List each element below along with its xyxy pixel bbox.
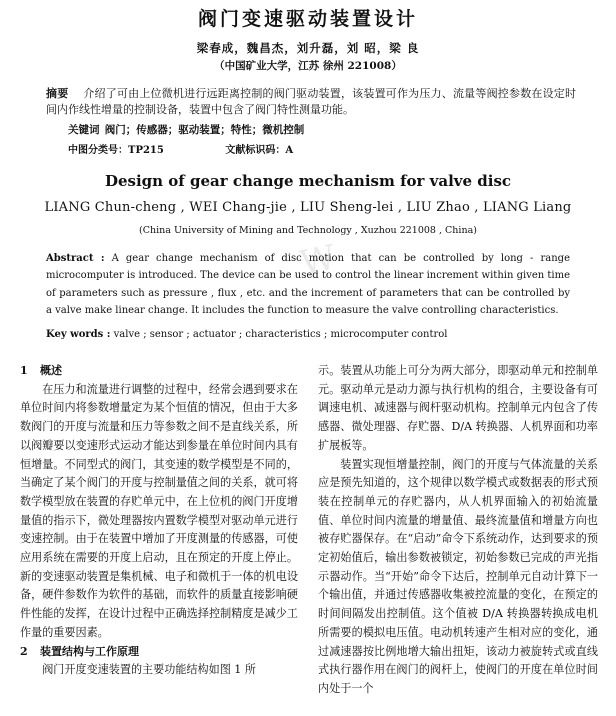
keywords-en-text: valve ; sensor ; actuator ; characteristics ; microcomputer control (110, 329, 448, 340)
keywords-cn-text: 阀门；传感器；驱动装置；特性；微机控制 (104, 124, 305, 136)
structure-paragraph-continued: 示。装置从功能上可分为两大部分，即驱动单元和控制单元。驱动单元是动力源与执行机构的组合，主要设备有可调速电机、减速器与阀杆驱动机构。控制单元内包含了传感器、微处理器、存贮器、D/A 转换器、人机界面和功率扩展板等。 (318, 364, 598, 452)
keywords-en (46, 329, 448, 340)
classification-line (68, 141, 293, 156)
abstract-en (46, 250, 570, 320)
section-number: 2 (20, 644, 28, 658)
section-number: 1 (20, 364, 28, 377)
abstract-cn-text: 介绍了可由上位微机进行远距离控制的阀门驱动装置，该装置可作为压力、流量等阀控参数在设定时间内作线性增量的控制设备，装置中包含了阀门特性测量功能。 (46, 87, 576, 116)
doc-code-label: 文献标识码： (225, 145, 286, 156)
keywords-cn (68, 122, 304, 137)
section-heading-overview (20, 362, 298, 381)
section-heading-structure (20, 643, 298, 662)
abstract-en-label: Abstract : (46, 253, 105, 264)
keywords-en-label: Key words : (46, 329, 111, 340)
abstract-cn-label: 摘要 (46, 87, 69, 100)
abstract-cn (46, 86, 576, 118)
section-title: 装置结构与工作原理 (40, 644, 139, 658)
authors-en: LIANG Chun-cheng , WEI Chang-jie , LIU Sheng-lei , LIU Zhao , LIANG Liang (44, 200, 572, 215)
svg-text:W: W (296, 237, 340, 284)
title-en: Design of gear change mechanism for valve disc (104, 172, 512, 190)
keywords-cn-label: 关键词 (68, 124, 100, 136)
abstract-en-text: A gear change mechanism of disc motion that can be controlled by long - range microcomputer is introduced. The device can be used to control the linear increment within given time of parameters such as pressure , flux , etc. and the increment of parameters that can be controlled by a valve make linear change. It includes the function to measure the valve controlling characteristics. (46, 253, 570, 317)
affiliation-cn: （中国矿业大学，江苏 徐州 221008） (214, 60, 402, 72)
affiliation-en: (China University of Mining and Technology , Xuzhou 221008 , China) (139, 225, 477, 236)
doc-code-value: A (285, 145, 294, 156)
overview-paragraph: 在压力和流量进行调整的过程中，经常会遇到要求在单位时间内将参数增量定为某个恒值的情况，但由于大多数阀门的开度与流量和压力等参数之间不是直线关系，所以阀瓣要以变速形式运动才能达到参量在单位时间内具有恒增量。不同型式的阀门，其变速的数学模型是不同的，当确定了某个阀门的开度与控制量值之间的关系，就可将数学模型放在装置的存贮单元中，在上位机的阀门开度增量值的指示下，微处理器按内置数学模型对驱动单元进行变速控制。由于在装置中增加了开度测量的传感器，可使应用系统在需要的开度上启动，且在预定的开度上停止。新的变速驱动装置是集机械、电子和微机于一体的机电设备，硬件参数作为软件的基础，而软件的质量直接影响硬件性能的发挥，在设计过程中正确选择控制精度是减少工作量的重要因素。 (20, 382, 298, 639)
clc-value: TP215 (128, 145, 164, 156)
structure-paragraph-start: 阀门开度变速装置的主要功能结构如图 1 所 (42, 663, 256, 677)
clc-label: 中图分类号： (68, 145, 128, 156)
body-column-left (20, 362, 298, 680)
title-cn: 阀门变速驱动装置设计 (197, 8, 418, 30)
authors-cn: 梁春成，魏昌杰，刘升磊，刘 昭，梁 良 (196, 41, 420, 55)
body-column-right (318, 362, 598, 699)
section-title: 概述 (40, 364, 62, 377)
working-principle-paragraph: 装置实现恒增量控制，阀门的开度与气体流量的关系应是预先知道的，这个规律以数学模式或数据表的形式预装在控制单元的存贮器内，从人机界面输入的初始流量值、单位时间内流量的增量值、最终流量值和增量方向也被存贮器保存。在“启动”命令下系统动作，达到要求的预定初始值后，输出参数被锁定，初始参数已完成的声光指示器动作。当“开始”命令下达后，控制单元自动计算下一个输出值，并通过传感器收集被控流量的变化，在预定的时间间隔发出控制值。这个值被 D/A 转换器转换成电机所需要的模拟电压值。电动机转速产生相对应的变化，通过减速器按比例地增大输出扭矩，该动力被旋转式或直线式执行器作用在阀门的阀杆上，使阀门的开度在单位时间内处于一个 (318, 457, 598, 695)
